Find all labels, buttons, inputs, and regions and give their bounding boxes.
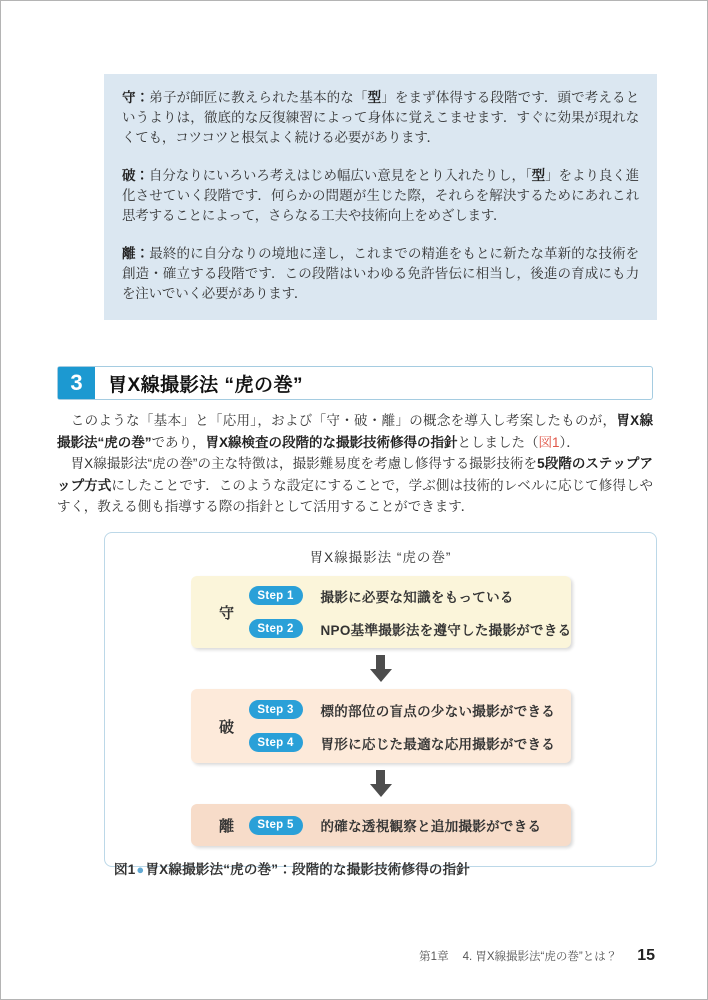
body-text [57, 410, 653, 518]
step-row-1 [249, 586, 572, 606]
arrow-head [370, 669, 392, 682]
step-2-text: NPO基準撮影法を遵守した撮影ができる [320, 622, 572, 638]
step-3-text: 標的部位の盲点の少ない撮影ができる [320, 703, 556, 719]
steps-ri [249, 815, 542, 835]
footer-chapter: 第1章 [419, 951, 449, 963]
step-row-2 [249, 619, 572, 639]
figure-1-panel [104, 532, 657, 877]
steps-ha [249, 700, 556, 753]
figure-caption-number: 図1 [114, 862, 136, 877]
paragraph-ha: 破：自分なりにいろいろ考えはじめ幅広い意見をとり入れたりし，「型」をより良く進化させていく段階です．何らかの問題が生じた際，それらを解決するためにあれこれ思考することによって，さらなる工夫や技術向上をめざします． [122, 168, 639, 223]
group-label-ri: 離 [218, 817, 234, 835]
term-shu: 守： [122, 90, 150, 105]
step-group-shu [191, 576, 571, 648]
steps-shu [249, 586, 572, 639]
step-group-ri [191, 804, 571, 846]
section-heading [57, 366, 653, 400]
page-footer [419, 947, 655, 965]
figure-title: 胃X線撮影法 “虎の巻” [309, 550, 452, 565]
body-paragraph-1: このような「基本」と「応用」，および「守・破・離」の概念を導入し考案したものが，胃X線撮影法“虎の巻”であり，胃X線検査の段階的な撮影技術修得の指針としました（図1）． [57, 413, 653, 450]
page-number: 15 [637, 947, 655, 964]
figure-1-reference: 図1 [538, 434, 560, 450]
step-4-text: 胃形に応じた最適な応用撮影ができる [320, 736, 556, 752]
section-title: 胃X線撮影法 “虎の巻” [108, 374, 303, 396]
group-label-shu: 守 [218, 604, 234, 622]
down-arrow-icon [366, 770, 396, 797]
arrow-shaft [376, 770, 385, 784]
paragraph-ri: 離：最終的に自分なりの境地に達し，これまでの精進をもとに新たな革新的な技術を創造・確立する段階です．この段階はいわゆる免許皆伝に相当し，後進の育成にも力を注いでいく必要があります． [122, 246, 639, 301]
step-5-text: 的確な透視観察と追加撮影ができる [320, 819, 542, 834]
body-paragraph-2: 胃X線撮影法“虎の巻”の主な特徴は，撮影難易度を考慮し修得する撮影技術を5段階のステップアップ方式にしたことです．このような設定にすることで，学ぶ側は技術的レベルに応じて修得しやすく，教える側も指導する際の指針として活用することができます． [57, 456, 653, 514]
figure-caption [114, 858, 656, 878]
step-row-4 [249, 733, 556, 753]
figure-caption-text: 胃X線撮影法“虎の巻”：段階的な撮影技術修得の指針 [145, 862, 470, 877]
step-4-badge: Step 4 [249, 733, 303, 752]
term-ha: 破： [122, 168, 149, 183]
step-group-ha [191, 689, 571, 763]
down-arrow-icon [366, 655, 396, 682]
step-3-badge: Step 3 [249, 700, 303, 719]
step-2-badge: Step 2 [249, 619, 303, 638]
caption-bullet-icon: ● [136, 862, 145, 877]
paragraph-shu: 守：弟子が師匠に教えられた基本的な「型」をまず体得する段階です．頭で考えるというよりは，徹底的な反復練習によって身体に覚えこませます．すぐに効果が現れなくても，コツコツと根気よく続ける必要があります． [122, 90, 639, 145]
arrow-head [370, 784, 392, 797]
step-row-3 [249, 700, 556, 720]
step-5-badge: Step 5 [249, 816, 303, 835]
arrow-shaft [376, 655, 385, 669]
term-ri: 離： [122, 246, 150, 261]
shu-ha-ri-info-box [104, 74, 657, 320]
step-1-badge: Step 1 [249, 586, 303, 605]
section-number-badge: 3 [58, 367, 95, 399]
step-1-text: 撮影に必要な知識をもっている [320, 589, 514, 605]
footer-section: 4. 胃X線撮影法“虎の巻”とは？ [462, 951, 618, 963]
step-row-5 [249, 815, 542, 835]
group-label-ha: 破 [218, 718, 234, 736]
